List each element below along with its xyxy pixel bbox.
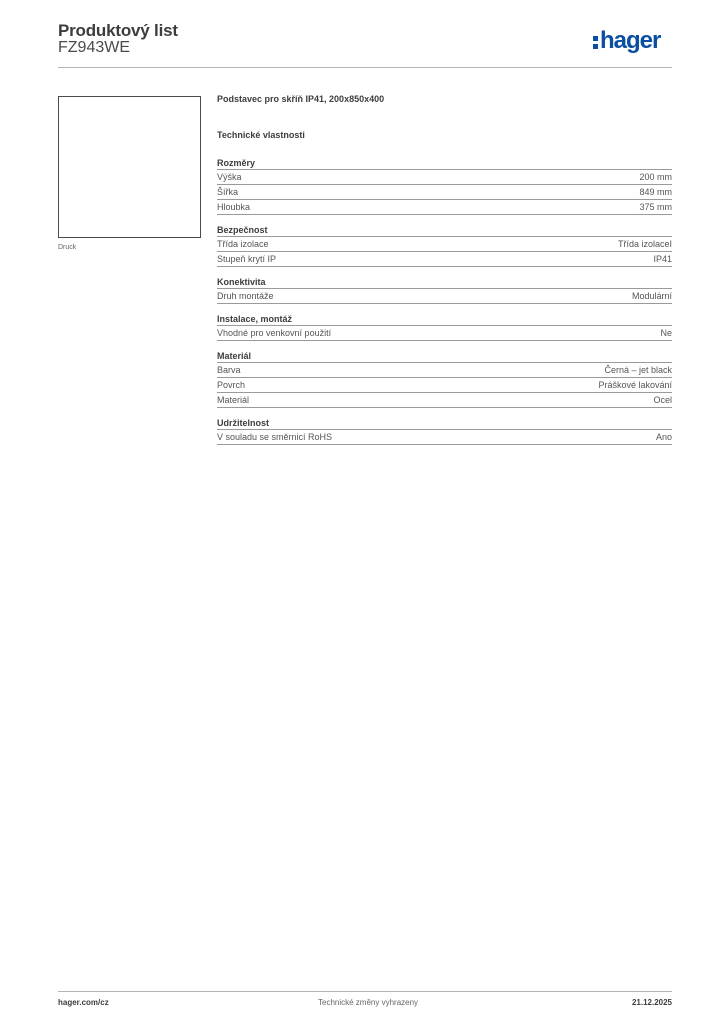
spec-label: Šířka <box>217 187 239 197</box>
spec-label: Vhodné pro venkovní použití <box>217 328 332 338</box>
image-caption: Druck <box>58 244 77 251</box>
spec-value: Ocel <box>653 395 672 405</box>
spec-row <box>217 185 672 200</box>
spec-group <box>217 350 672 408</box>
spec-value: IP41 <box>653 254 672 264</box>
spec-label: Stupeň krytí IP <box>217 254 277 264</box>
spec-group-title: Instalace, montáž <box>217 313 672 326</box>
spec-label: Výška <box>217 172 242 182</box>
footer-website-link[interactable]: hager.com/cz <box>58 998 109 1007</box>
footer-divider <box>58 991 672 992</box>
spec-value: 200 mm <box>639 172 672 182</box>
spec-content <box>217 94 672 445</box>
page-title: Produktový list <box>58 21 178 40</box>
spec-group <box>217 276 672 304</box>
spec-row <box>217 393 672 408</box>
header-divider <box>58 67 672 68</box>
spec-row <box>217 200 672 215</box>
spec-label: Třída izolace <box>217 239 269 249</box>
spec-group-title: Rozměry <box>217 157 672 170</box>
spec-label: Hloubka <box>217 202 251 212</box>
spec-row <box>217 237 672 252</box>
spec-value: 849 mm <box>639 187 672 197</box>
spec-group-title: Bezpečnost <box>217 224 672 237</box>
spec-label: V souladu se směrnicí RoHS <box>217 432 333 442</box>
spec-label: Povrch <box>217 380 246 390</box>
spec-group-title: Udržitelnost <box>217 417 672 430</box>
spec-row <box>217 326 672 341</box>
spec-value: Černá – jet black <box>604 365 672 375</box>
spec-row <box>217 363 672 378</box>
product-name: Podstavec pro skříň IP41, 200x850x400 <box>217 94 385 104</box>
spec-groups <box>217 157 672 445</box>
spec-group-title: Materiál <box>217 350 672 363</box>
footer-date: 21.12.2025 <box>631 998 672 1007</box>
logo-dots-icon <box>593 30 598 50</box>
spec-row <box>217 252 672 267</box>
spec-row <box>217 289 672 304</box>
spec-row <box>217 430 672 445</box>
spec-group <box>217 417 672 445</box>
spec-label: Druh montáže <box>217 291 274 301</box>
spec-row <box>217 378 672 393</box>
spec-group <box>217 224 672 267</box>
spec-value: Ne <box>660 328 672 338</box>
spec-group <box>217 313 672 341</box>
spec-value: Ano <box>655 432 672 442</box>
spec-group-title: Konektivita <box>217 276 672 289</box>
hager-logo <box>593 27 660 55</box>
spec-group <box>217 157 672 215</box>
spec-value: Práškové lakování <box>598 380 672 390</box>
spec-label: Barva <box>217 365 241 375</box>
section-title: Technické vlastnosti <box>217 130 305 140</box>
product-code: FZ943WE <box>58 39 131 56</box>
logo-text: hager <box>600 27 661 54</box>
spec-value: Třída izolaceI <box>617 239 672 249</box>
spec-value: Modulární <box>631 291 672 301</box>
spec-label: Materiál <box>217 395 250 405</box>
spec-row <box>217 170 672 185</box>
footer-notice: Technické změny vyhrazeny <box>318 998 419 1007</box>
product-image-placeholder <box>58 96 201 238</box>
spec-value: 375 mm <box>639 202 672 212</box>
